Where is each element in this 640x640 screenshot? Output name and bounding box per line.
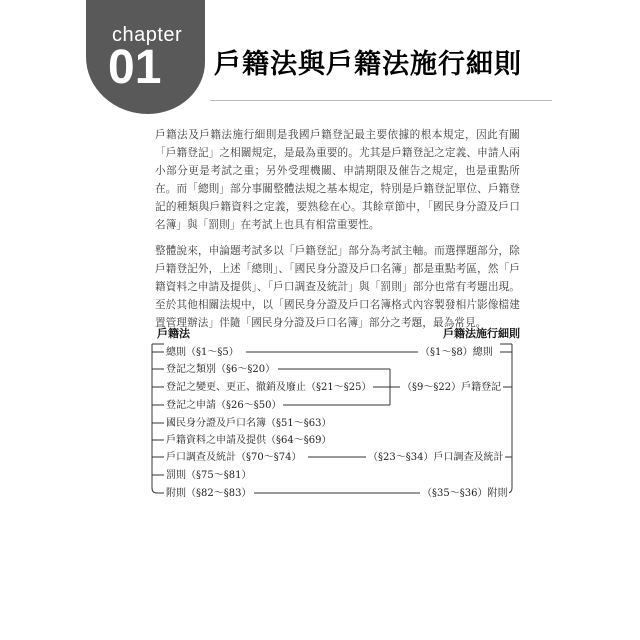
intro-paragraph-2: 整體說來，申論題考試多以「戶籍登記」部分為考試主軸。而選擇題部分，除戶籍登記外，上述「總則」、「國民身分證及戶口名簿」都是重點考區，然「戶籍資料之申請及提供」、「戶口調查及統計」與「罰則」部分也常有考題出現。至於其他相關法規中，以「國民身分證及戶口名簿格式內容製發相片影像檔建置管理辦法」伴隨「國民身分證及戶口名簿」部分之考題，最為常見。 [155,245,520,330]
left-item: 國民身分證及戶口名簿（§51～§63） [166,418,332,429]
left-item: 戶籍資料之申請及提供（§64～§69） [166,435,332,446]
intro-paragraph-1: 戶籍法及戶籍法施行細則是我國戶籍登記最主要依據的根本規定，因此有關「戶籍登記」之相關規定，是最為重要的。尤其是戶籍登記之定義、申請人兩小部分更是考試之重；另外受理機關、申請期限及催告之規定，也是重點所在。而「總則」部分事關整體法規之基本規定，特別是戶籍登記單位、戶籍登記的種類與戶籍資料之定義，要熟稔在心。其餘章節中，「國民身分證及戶口名簿」與「罰則」在考試上也具有相當重要性。 [155,129,520,232]
left-item: 罰則（§75～§81） [166,470,252,481]
page-title: 戶籍法與戶籍法施行細則 [214,49,522,80]
left-item: 登記之申請（§26～§50） [166,400,282,411]
chapter-number: 01 [108,41,162,94]
diagram-heading-enforcement-rules: 戶籍法施行細則 [443,327,520,340]
diagram-heading-household-act: 戶籍法 [157,327,190,340]
right-item: （§35～§36）附則 [422,488,508,499]
left-item: 總則（§1～§5） [166,347,239,358]
right-item: （§23～§34）戶口調查及統計 [368,452,504,463]
right-item: （§1～§8）總則 [420,347,493,358]
left-item: 戶口調查及統計（§70～§74） [166,452,302,463]
chapter-label: chapter [112,24,183,46]
left-item: 附則（§82～§83） [166,488,252,499]
left-item: 登記之類別（§6～§20） [166,364,276,375]
right-item: （§9～§22）戶籍登記 [402,382,502,393]
left-item: 登記之變更、更正、撤銷及廢止（§21～§25） [166,382,372,393]
